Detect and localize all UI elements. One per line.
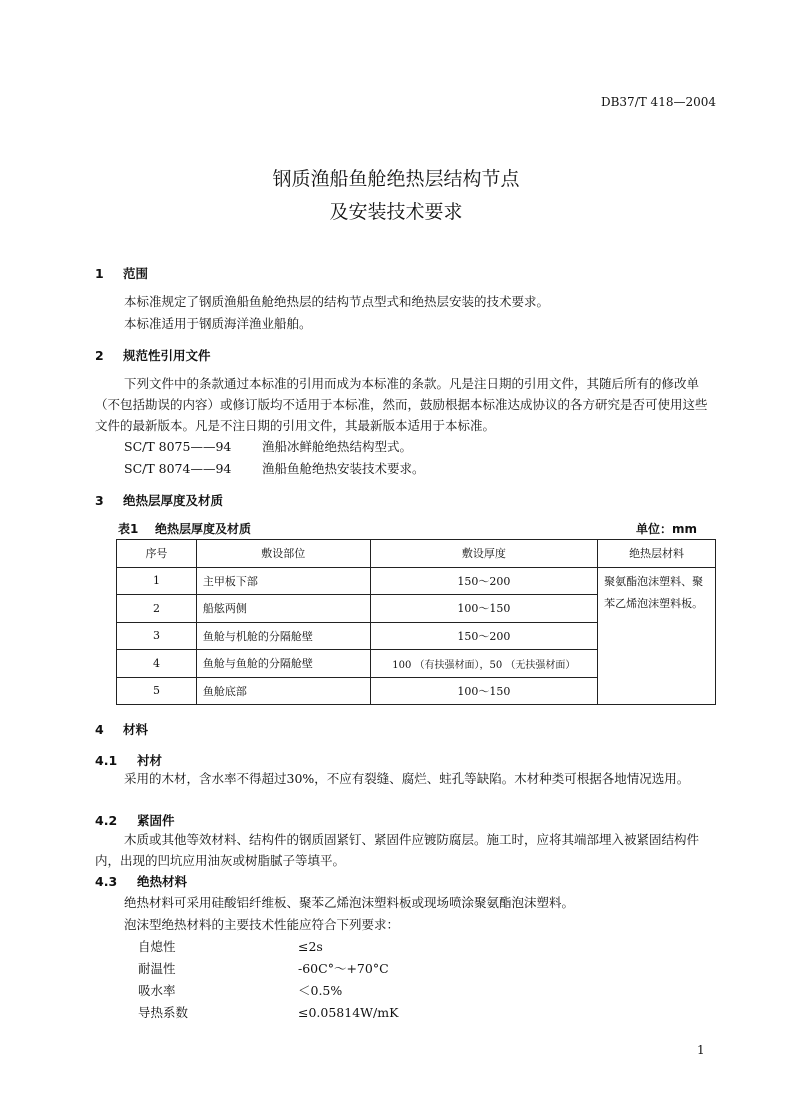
doc-title-line-1: 钢质渔船鱼舱绝热层结构节点 — [272, 168, 520, 190]
subsection-title: 绝热材料 — [137, 874, 188, 889]
subsection-title: 紧固件 — [137, 813, 175, 828]
s4-3-paragraph-1: 绝热材料可采用硅酸铝纤维板、聚苯乙烯泡沫塑料板或现场喷涂聚氨酯泡沫塑料。 — [124, 895, 575, 910]
table-row — [117, 567, 716, 595]
section-number: 4 — [95, 722, 104, 737]
property-row — [138, 1003, 398, 1021]
cell-location: 船舷两侧 — [196, 595, 370, 623]
insulation-table — [116, 539, 716, 705]
document-id: DB37/T 418—2004 — [600, 95, 716, 109]
cell-location: 鱼舱与机舱的分隔舱壁 — [196, 622, 370, 650]
table-caption: 表1 绝热层厚度及材质 — [118, 522, 252, 536]
cell-no: 5 — [117, 677, 197, 705]
subsection-number: 4.3 — [95, 874, 118, 889]
section-3-heading — [95, 491, 223, 509]
property-name: 导热系数 — [138, 1005, 189, 1020]
section-number: 2 — [95, 348, 104, 363]
subsection-4-2-heading — [95, 811, 175, 829]
cell-location: 鱼舱底部 — [196, 677, 370, 705]
section-title: 绝热层厚度及材质 — [123, 493, 224, 508]
property-name: 耐温性 — [138, 961, 176, 976]
subsection-4-1-heading — [95, 751, 162, 769]
section-number: 1 — [95, 266, 104, 281]
cell-thickness: 100 （有扶强材面），50 （无扶强材面） — [370, 650, 598, 678]
section-number: 3 — [95, 493, 104, 508]
page-number: 1 — [697, 1043, 705, 1057]
cell-thickness: 150～200 — [370, 622, 598, 650]
section-2-heading — [95, 346, 211, 364]
s1-paragraph-1: 本标准规定了钢质渔船鱼舱绝热层的结构节点型式和绝热层安装的技术要求。 — [124, 294, 550, 309]
doc-title-line-2: 及安装技术要求 — [329, 201, 463, 223]
col-header-no: 序号 — [117, 540, 197, 568]
section-1-heading — [95, 264, 148, 282]
subsection-number: 4.1 — [95, 753, 118, 768]
reference-title: 渔船冰鲜舱绝热结构型式。 — [262, 439, 413, 454]
reference-code: SC/T 8075——94 — [124, 439, 232, 454]
property-row — [138, 959, 389, 977]
reference-item — [124, 459, 425, 477]
cell-material: 聚氨酯泡沫塑料、聚苯乙烯泡沫塑料板。 — [598, 567, 716, 705]
cell-no: 3 — [117, 622, 197, 650]
s4-3-paragraph-2: 泡沫型绝热材料的主要技术性能应符合下列要求： — [124, 917, 400, 932]
property-row — [138, 937, 323, 955]
reference-title: 渔船鱼舱绝热安装技术要求。 — [262, 461, 425, 476]
subsection-title: 衬材 — [137, 753, 163, 768]
cell-location: 鱼舱与鱼舱的分隔舱壁 — [196, 650, 370, 678]
property-value: ≤2s — [298, 939, 323, 954]
property-name: 吸水率 — [138, 983, 176, 998]
s1-paragraph-2: 本标准适用于钢质海洋渔业船舶。 — [124, 316, 312, 331]
reference-code: SC/T 8074——94 — [124, 461, 232, 476]
col-header-material: 绝热层材料 — [598, 540, 716, 568]
s4-2-paragraph: 木质或其他等效材料、结构件的钢质固紧钉、紧固件应镀防腐层。施工时，应将其端部埋入被紧固结构件内，出现的凹坑应用油灰或树脂腻子等填平。 — [95, 832, 700, 868]
cell-thickness: 150～200 — [370, 567, 598, 595]
s4-1-paragraph: 采用的木材，含水率不得超过30%，不应有裂缝、腐烂、蛀孔等缺陷。木材种类可根据各地情况选用。 — [124, 771, 690, 786]
property-value: ＜0.5% — [298, 983, 343, 998]
table-header-row — [117, 540, 716, 568]
section-title: 规范性引用文件 — [123, 348, 211, 363]
table-unit: 单位：mm — [636, 522, 698, 536]
reference-item — [124, 437, 412, 455]
cell-no: 1 — [117, 567, 197, 595]
property-value: -60C°～+70°C — [298, 961, 389, 976]
property-name: 自熄性 — [138, 939, 176, 954]
col-header-thickness: 敷设厚度 — [370, 540, 598, 568]
s2-paragraph: 下列文件中的条款通过本标准的引用而成为本标准的条款。凡是注日期的引用文件，其随后所有的修改单（不包括勘误的内容）或修订版均不适用于本标准，然而，鼓励根据本标准达成协议的各方研究是否可使用这些文件的最新版本。凡是不注日期的引用文件，其最新版本适用于本标准。 — [95, 376, 708, 433]
subsection-number: 4.2 — [95, 813, 118, 828]
subsection-4-3-heading — [95, 872, 187, 890]
section-4-heading — [95, 720, 148, 738]
cell-thickness: 100～150 — [370, 595, 598, 623]
cell-thickness: 100～150 — [370, 677, 598, 705]
col-header-location: 敷设部位 — [196, 540, 370, 568]
section-title: 材料 — [123, 722, 149, 737]
property-value: ≤0.05814W/mK — [298, 1005, 399, 1020]
section-title: 范围 — [123, 266, 149, 281]
cell-no: 2 — [117, 595, 197, 623]
cell-location: 主甲板下部 — [196, 567, 370, 595]
property-row — [138, 981, 342, 999]
cell-no: 4 — [117, 650, 197, 678]
